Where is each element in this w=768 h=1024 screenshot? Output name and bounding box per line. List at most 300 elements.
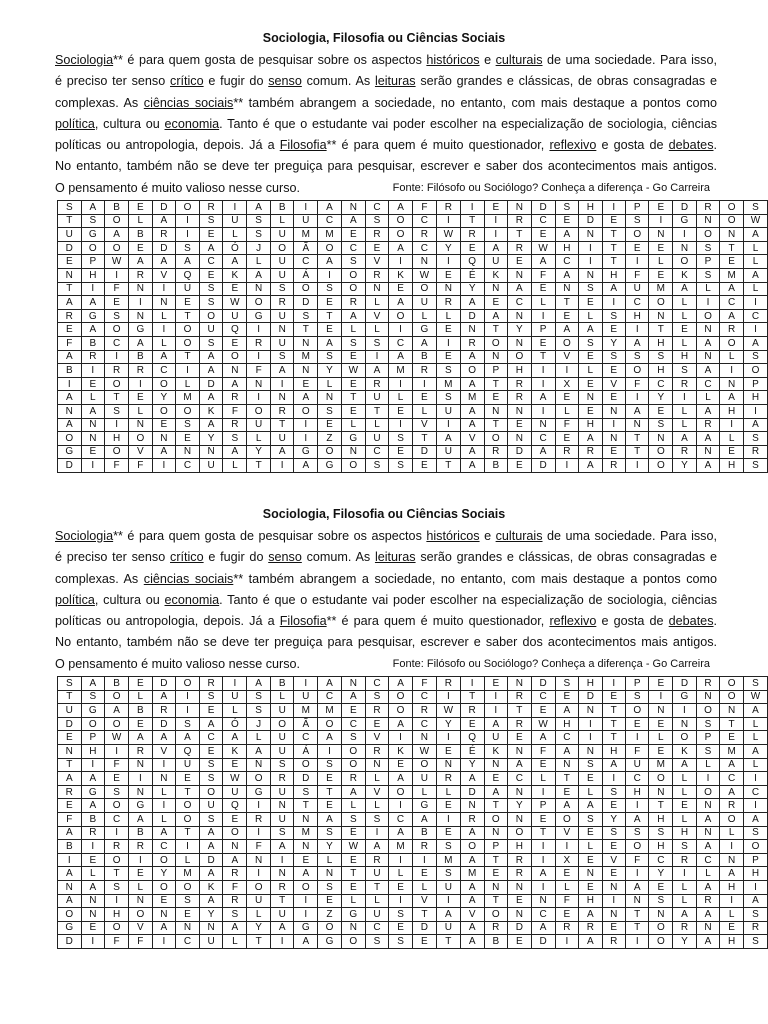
grid-cell: E [436, 744, 460, 758]
grid-cell: I [602, 677, 625, 691]
grid-cell: T [484, 377, 508, 391]
grid-cell: C [649, 853, 673, 867]
grid-cell: S [743, 201, 767, 215]
grid-cell: R [365, 853, 388, 867]
grid-cell: A [460, 894, 484, 908]
grid-cell: N [152, 772, 176, 786]
grid-cell: A [555, 704, 579, 718]
grid-cell: N [484, 880, 508, 894]
grid-cell: Y [673, 935, 697, 949]
paragraph-text: , cultura ou [94, 592, 165, 607]
grid-cell: E [81, 853, 105, 867]
grid-cell: L [129, 690, 153, 704]
grid-cell: I [152, 323, 176, 337]
grid-cell: I [389, 894, 413, 908]
grid-cell: M [389, 840, 413, 854]
grid-cell: S [341, 731, 365, 745]
grid-cell: A [389, 717, 413, 731]
grid-cell: T [58, 758, 82, 772]
grid-cell: S [649, 350, 673, 364]
grid-cell: G [341, 432, 365, 446]
grid-cell: T [176, 309, 200, 323]
underlined-term: economia [164, 116, 220, 131]
grid-cell: T [318, 309, 342, 323]
grid-cell: U [294, 690, 318, 704]
grid-cell: R [696, 677, 720, 691]
paragraph-text: ** é para quem é muito questionador, [326, 138, 550, 153]
grid-cell: L [696, 867, 720, 881]
word-search-grid [57, 676, 768, 949]
grid-cell: R [460, 704, 484, 718]
grid-cell: L [223, 459, 247, 473]
grid-cell: I [720, 894, 744, 908]
source-citation: Fonte: Filósofo ou Sociólogo? Conheça a diferença - Go Carreira [392, 182, 710, 194]
grid-cell: A [743, 894, 767, 908]
grid-cell: C [720, 772, 744, 786]
paragraph-text: é preciso ter senso [55, 550, 171, 565]
grid-cell: G [341, 908, 365, 922]
grid-cell: N [484, 404, 508, 418]
grid-cell: H [649, 812, 673, 826]
grid-cell: I [58, 853, 82, 867]
grid-cell: R [508, 690, 532, 704]
grid-cell: M [176, 391, 200, 405]
grid-cell: E [58, 255, 82, 269]
grid-cell: E [579, 826, 602, 840]
grid-cell: H [555, 717, 579, 731]
grid-cell: A [223, 731, 247, 745]
grid-cell: L [365, 296, 388, 310]
grid-cell: A [484, 785, 508, 799]
grid-cell: P [625, 201, 649, 215]
grid-cell: A [389, 241, 413, 255]
grid-cell: I [696, 296, 720, 310]
grid-cell: O [81, 717, 105, 731]
grid-cell: N [673, 241, 697, 255]
grid-cell: C [531, 432, 555, 446]
grid-cell: I [625, 391, 649, 405]
grid-cell: E [176, 432, 200, 446]
grid-cell: R [696, 201, 720, 215]
grid-cell: V [602, 853, 625, 867]
grid-cell: I [129, 772, 153, 786]
grid-cell: A [720, 309, 744, 323]
grid-cell: C [152, 840, 176, 854]
grid-cell: E [602, 921, 625, 935]
grid-cell: I [625, 935, 649, 949]
grid-row [58, 921, 768, 935]
paragraph-text: comum. As [301, 74, 375, 89]
grid-row [58, 350, 768, 364]
grid-cell: O [389, 309, 413, 323]
grid-cell: A [152, 731, 176, 745]
grid-cell: É [460, 268, 484, 282]
underlined-term: reflexivo [549, 614, 597, 629]
grid-cell: S [696, 717, 720, 731]
grid-cell: K [389, 268, 413, 282]
grid-cell: A [341, 214, 365, 228]
grid-cell: R [365, 744, 388, 758]
grid-cell: N [649, 785, 673, 799]
grid-cell: O [199, 309, 223, 323]
grid-cell: T [602, 731, 625, 745]
underlined-term: leituras [374, 74, 416, 89]
grid-cell: A [436, 432, 460, 446]
grid-cell: E [318, 418, 342, 432]
grid-cell: A [460, 445, 484, 459]
grid-cell: E [720, 445, 744, 459]
grid-cell: A [460, 350, 484, 364]
grid-cell: S [743, 908, 767, 922]
grid-cell: I [294, 677, 318, 691]
grid-row [58, 758, 768, 772]
grid-cell: E [389, 880, 413, 894]
grid-cell: I [602, 201, 625, 215]
grid-cell: I [579, 255, 602, 269]
grid-cell: N [696, 799, 720, 813]
grid-cell: N [294, 840, 318, 854]
grid-cell: N [602, 908, 625, 922]
paragraph-line [55, 50, 717, 71]
grid-cell: E [318, 296, 342, 310]
grid-cell: A [696, 908, 720, 922]
grid-cell: O [152, 377, 176, 391]
grid-cell: T [270, 418, 294, 432]
grid-cell: U [247, 894, 271, 908]
grid-cell: E [579, 404, 602, 418]
grid-cell: A [625, 336, 649, 350]
grid-cell: E [81, 377, 105, 391]
grid-cell: S [743, 677, 767, 691]
grid-cell: T [247, 459, 271, 473]
grid-cell: A [625, 404, 649, 418]
grid-cell: A [176, 255, 200, 269]
grid-cell: O [247, 296, 271, 310]
grid-cell: A [743, 336, 767, 350]
grid-cell: O [129, 432, 153, 446]
grid-cell: S [649, 418, 673, 432]
grid-cell: L [270, 690, 294, 704]
grid-cell: T [58, 282, 82, 296]
grid-cell: W [223, 772, 247, 786]
grid-cell: E [531, 758, 555, 772]
grid-cell: I [105, 418, 129, 432]
grid-cell: L [743, 758, 767, 772]
grid-row [58, 459, 768, 473]
grid-cell: A [270, 445, 294, 459]
grid-cell: L [673, 418, 697, 432]
grid-cell: T [720, 241, 744, 255]
paragraph-text: e fugir do [203, 550, 269, 565]
grid-cell: E [412, 935, 436, 949]
grid-cell: O [176, 323, 200, 337]
grid-cell: A [199, 840, 223, 854]
grid-cell: E [341, 826, 365, 840]
grid-cell: A [720, 867, 744, 881]
grid-cell: C [412, 214, 436, 228]
grid-cell: R [105, 364, 129, 378]
grid-cell: I [389, 377, 413, 391]
grid-cell: O [199, 785, 223, 799]
grid-cell: M [460, 391, 484, 405]
grid-cell: D [294, 296, 318, 310]
grid-cell: V [365, 309, 388, 323]
grid-cell: P [81, 731, 105, 745]
grid-cell: U [199, 935, 223, 949]
grid-cell: H [579, 201, 602, 215]
grid-cell: B [58, 840, 82, 854]
paragraph-text: serão grandes e clássicas, de obras consagradas e [415, 550, 717, 565]
grid-cell: N [508, 785, 532, 799]
grid-cell: A [743, 812, 767, 826]
grid-cell: R [412, 704, 436, 718]
grid-cell: A [247, 677, 271, 691]
grid-row [58, 214, 768, 228]
grid-cell: E [436, 799, 460, 813]
grid-cell: O [105, 921, 129, 935]
grid-row [58, 677, 768, 691]
grid-cell: S [223, 908, 247, 922]
word-search-grid [57, 200, 768, 473]
grid-cell: E [176, 296, 200, 310]
grid-cell: A [318, 731, 342, 745]
grid-cell: N [270, 323, 294, 337]
grid-cell: Y [436, 717, 460, 731]
grid-cell: O [270, 241, 294, 255]
grid-row [58, 704, 768, 718]
grid-cell: A [318, 677, 342, 691]
grid-cell: C [649, 377, 673, 391]
grid-cell: I [673, 704, 697, 718]
grid-cell: I [365, 826, 388, 840]
grid-cell: R [58, 309, 82, 323]
paragraph-text: e [479, 53, 496, 67]
grid-cell: O [341, 758, 365, 772]
grid-cell: R [365, 228, 388, 242]
grid-cell: E [531, 282, 555, 296]
grid-cell: A [389, 201, 413, 215]
grid-cell: D [58, 241, 82, 255]
grid-cell: N [270, 799, 294, 813]
grid-cell: C [152, 364, 176, 378]
grid-row [58, 432, 768, 446]
grid-cell: A [389, 826, 413, 840]
grid-cell: E [223, 282, 247, 296]
grid-cell: E [365, 241, 388, 255]
grid-cell: Ó [223, 241, 247, 255]
grid-cell: L [176, 377, 200, 391]
paragraph-line [55, 93, 717, 114]
grid-cell: R [508, 717, 532, 731]
grid-cell: O [625, 840, 649, 854]
grid-cell: N [696, 826, 720, 840]
grid-cell: I [152, 282, 176, 296]
grid-cell: R [270, 880, 294, 894]
grid-cell: C [389, 336, 413, 350]
grid-cell: O [484, 432, 508, 446]
grid-cell: R [105, 840, 129, 854]
grid-cell: G [673, 690, 697, 704]
grid-cell: D [58, 717, 82, 731]
grid-cell: I [247, 826, 271, 840]
grid-cell: T [649, 323, 673, 337]
grid-cell: V [555, 350, 579, 364]
grid-cell: L [412, 785, 436, 799]
grid-cell: D [199, 853, 223, 867]
grid-cell: R [223, 867, 247, 881]
grid-cell: L [531, 296, 555, 310]
grid-cell: N [152, 432, 176, 446]
grid-cell: R [152, 228, 176, 242]
grid-cell: A [152, 350, 176, 364]
grid-cell: L [270, 214, 294, 228]
grid-cell: Y [602, 812, 625, 826]
grid-cell: S [365, 459, 388, 473]
grid-cell: E [58, 731, 82, 745]
grid-cell: N [555, 758, 579, 772]
grid-cell: L [720, 350, 744, 364]
grid-cell: E [602, 445, 625, 459]
grid-row [58, 364, 768, 378]
grid-cell: A [696, 404, 720, 418]
grid-cell: O [176, 201, 200, 215]
grid-cell: C [105, 812, 129, 826]
grid-cell: H [743, 391, 767, 405]
grid-cell: L [579, 785, 602, 799]
grid-cell: D [531, 935, 555, 949]
grid-cell: A [531, 255, 555, 269]
grid-cell: A [531, 445, 555, 459]
grid-cell: L [223, 935, 247, 949]
grid-cell: H [649, 336, 673, 350]
grid-cell: N [247, 758, 271, 772]
grid-cell: A [460, 880, 484, 894]
grid-cell: Y [247, 445, 271, 459]
grid-cell: M [318, 704, 342, 718]
grid-cell: I [743, 772, 767, 786]
grid-cell: E [531, 812, 555, 826]
grid-cell: Q [223, 799, 247, 813]
grid-cell: A [152, 690, 176, 704]
grid-cell: S [625, 350, 649, 364]
grid-cell: S [318, 880, 342, 894]
grid-cell: O [294, 880, 318, 894]
grid-cell: E [389, 758, 413, 772]
grid-cell: D [673, 677, 697, 691]
grid-cell: N [508, 432, 532, 446]
grid-cell: L [152, 812, 176, 826]
grid-cell: R [436, 772, 460, 786]
grid-cell: E [649, 268, 673, 282]
grid-cell: F [58, 812, 82, 826]
grid-cell: G [673, 214, 697, 228]
grid-cell: C [508, 772, 532, 786]
grid-cell: S [365, 935, 388, 949]
grid-cell: Y [508, 799, 532, 813]
grid-cell: B [270, 201, 294, 215]
grid-cell: N [649, 432, 673, 446]
grid-cell: Q [460, 731, 484, 745]
grid-cell: H [673, 826, 697, 840]
underlined-term: ciências sociais [143, 571, 234, 586]
grid-cell: R [247, 812, 271, 826]
grid-cell: L [673, 404, 697, 418]
grid-cell: E [625, 241, 649, 255]
grid-cell: R [247, 336, 271, 350]
grid-cell: U [199, 459, 223, 473]
grid-cell: H [720, 880, 744, 894]
grid-cell: I [318, 268, 342, 282]
paragraph-line [55, 569, 717, 590]
grid-cell: A [531, 391, 555, 405]
grid-cell: A [105, 228, 129, 242]
grid-cell: E [129, 391, 153, 405]
grid-cell: T [176, 826, 200, 840]
grid-cell: P [81, 255, 105, 269]
grid-cell: R [152, 704, 176, 718]
grid-cell: N [199, 921, 223, 935]
grid-cell: D [152, 677, 176, 691]
grid-cell: O [508, 826, 532, 840]
grid-cell: T [508, 228, 532, 242]
grid-cell: I [270, 935, 294, 949]
grid-cell: S [318, 282, 342, 296]
underlined-term: senso [268, 74, 302, 89]
grid-cell: B [81, 812, 105, 826]
underlined-term: crítico [170, 74, 204, 89]
grid-cell: R [129, 364, 153, 378]
grid-cell: I [531, 853, 555, 867]
grid-cell: U [436, 880, 460, 894]
grid-cell: I [555, 364, 579, 378]
grid-cell: R [720, 323, 744, 337]
grid-cell: I [436, 255, 460, 269]
grid-cell: N [199, 445, 223, 459]
grid-cell: S [318, 758, 342, 772]
grid-cell: D [152, 241, 176, 255]
grid-cell: I [555, 840, 579, 854]
grid-cell: A [555, 744, 579, 758]
grid-cell: L [247, 255, 271, 269]
grid-cell: S [318, 404, 342, 418]
grid-cell: A [696, 812, 720, 826]
grid-cell: N [152, 296, 176, 310]
grid-cell: L [579, 840, 602, 854]
paragraph-text: de uma sociedade. Para isso, [542, 53, 717, 67]
grid-cell: R [460, 228, 484, 242]
grid-cell: Q [176, 268, 200, 282]
grid-cell: N [58, 880, 82, 894]
grid-cell: A [152, 445, 176, 459]
grid-cell: R [508, 867, 532, 881]
grid-cell: F [555, 418, 579, 432]
grid-cell: N [720, 377, 744, 391]
grid-cell: S [176, 894, 200, 908]
grid-cell: E [531, 704, 555, 718]
grid-cell: N [270, 867, 294, 881]
intro-paragraph [55, 526, 717, 675]
grid-cell: J [247, 241, 271, 255]
grid-cell: N [484, 282, 508, 296]
grid-cell: G [318, 935, 342, 949]
grid-cell: H [602, 268, 625, 282]
grid-cell: S [602, 350, 625, 364]
grid-cell: I [436, 418, 460, 432]
grid-cell: A [743, 704, 767, 718]
grid-cell: A [81, 772, 105, 786]
grid-cell: I [602, 418, 625, 432]
grid-cell: S [270, 350, 294, 364]
